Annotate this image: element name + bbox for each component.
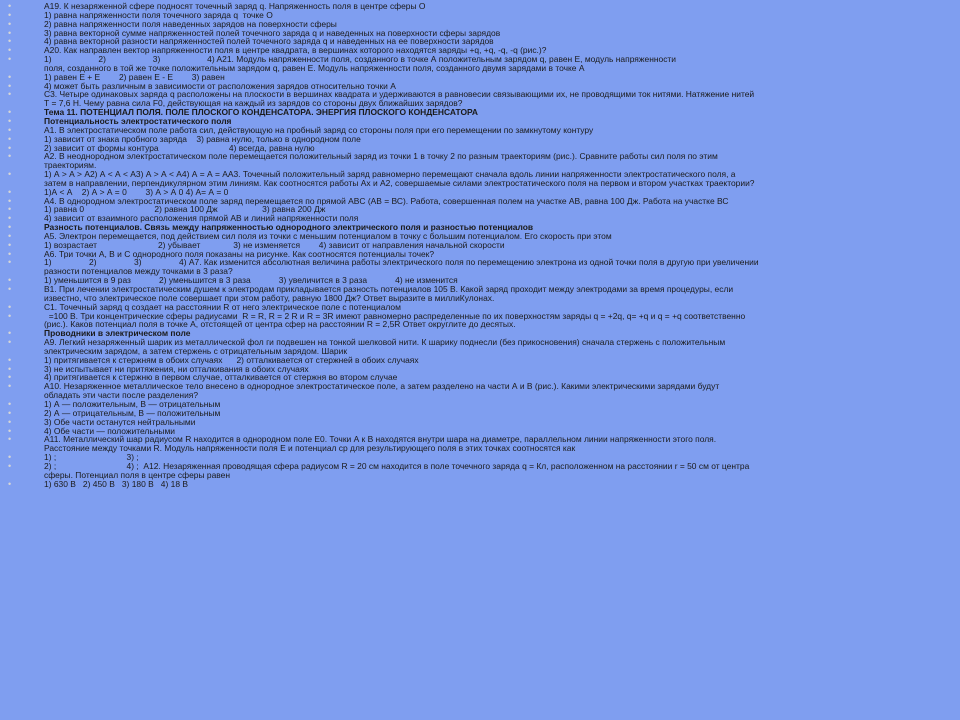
bullet-icon: • [8,133,12,144]
list-item-text: 1) ; 3) ; [44,452,139,463]
list-item-text: 1) 2) 3) 4) A21. Модуль напряженности поля, созданного в точке А положительным зарядом q, равен Е, модуль напряженности поля, созданного в той же точке положительным зарядом q, равен Е. Модуль напряженности поля, созданного двумя зарядами в точке А [44,54,677,73]
list-item-text: 3) равна векторной сумме напряженностей полей точечного заряда q и наведенных на поверхности сферы зарядов [44,27,501,38]
list-item-text: А10. Незаряженное металлическое тело внесено в однородное электростатическое поле, а затем разделено на части А и В (рис.). Какими электрическими зарядами будут обладать эти части после разделения? [44,381,720,401]
bullet-icon: • [8,169,12,180]
bullet-icon: • [8,284,12,294]
bullet-icon: • [8,416,12,427]
bullet-icon: • [8,478,12,489]
list-item-text: A20. Как направлен вектор напряженности поля в центре квадрата, в вершинах которого находятся заряды +q, +q, -q, -q (рис.)? [44,45,547,56]
bullet-icon: • [8,36,12,47]
list-item-text: C1. Точечный заряд q создает на расстоянии R от него электрическое поле с потенциалом [44,301,401,312]
bullet-icon: • [8,9,12,20]
bullet-icon: • [8,151,12,162]
bullet-icon: • [8,328,12,339]
bullet-icon: • [8,89,12,100]
list-item-text: 3) не испытывает ни притяжения, ни отталкивания в обоих случаях [44,363,309,374]
list-item-text: А6. Три точки А, В и С однородного поля показаны на рисунке. Как соотносятся потенциалы точек? [44,248,435,259]
list-item-text: 2) А — отрицательным, В — положительным [44,407,221,418]
list-item [0,285,960,303]
list-item-text: Потенциальность электростатического поля [44,115,232,126]
list-item-text: 1) А > А > А2) А < А < А3) А > А < А4) А = А = АА3. Точечный положительный заряд равномерно перемещают сначала вдоль линии напряженности электростатического поля, а затем в направлении, перпендикулярном этим линиям. Как соотносятся работы Ах и А2, совершаемые силами электростатического поля на первом и втором участках траектории? [44,169,755,188]
list-item-text: Тема 11. ПОТЕНЦИАЛ ПОЛЯ. ПОЛЕ ПЛОСКОГО КОНДЕНСАТОРА. ЭНЕРГИЯ ПЛОСКОГО КОНДЕНСАТОРА [44,107,478,118]
list-item-text: 1) 2) 3) 4) А7. Как изменится абсолютная величина работы электрического поля по перемещению электрона из одной точки поля в другую при увеличении разности потенциалов между точками в 3 раза? [44,257,759,277]
list-item-text: 1)А < А 2) А > А = 0 3) А > А 0 4) А= А = 0 [44,186,229,197]
list-item-text: 1) притягивается к стержням в обоих случаях 2) отталкивается от стержней в обоих случаях [44,354,419,365]
bullet-icon: • [8,248,12,259]
list-item-text: 4) Обе части — положительными [44,425,175,436]
list-item-text: 1) равна напряженности поля точечного заряда q точке О [44,9,273,20]
bullet-icon: • [8,195,12,206]
list-item-text: 1) 630 В 2) 450 В 3) 180 В 4) 18 В [44,478,188,489]
list-item-text: Разность потенциалов. Связь между напряженностью однородного электрического поля и разностью потенциалов [44,222,534,233]
list-item-text: А1. В электростатическом поле работа сил, действующую на пробный заряд со стороны поля при его перемещении по замкнутому контуру [44,124,594,135]
list-item-text: 1) равна 0 2) равна 100 Дж 3) равна 200 Дж [44,204,326,215]
list-item-text: 2) зависит от формы контура 4) всегда, равна нулю [44,142,315,153]
bullet-icon: • [8,275,12,286]
bullet-icon: • [8,1,12,11]
bullet-icon: • [8,337,12,348]
list-item-text: А11. Металлический шар радиусом R находится в однородном поле Е0. Точки А к В находятся внутри шара на диаметре, параллельном линии напряженности этого поля. Расстояние между точками R. Модуль напряженности поля Е и потенциал ср для результирующего поля в этих точках соотносятся как [44,434,717,454]
list-item-text: В1. При лечении электростатическим душем к электродам прикладывается разность потенциалов 105 В. Какой заряд проходит между электродами за время процедуры, если известно, что электрическое поле совершает при этом работу, равную 1800 Дж? Ответ выразите в миллиКулонах. [44,284,734,303]
list-item-text: 1) А — положительным, В — отрицательным [44,398,221,409]
list-item-text: A19. К незаряженной сфере подносят точечный заряд q. Напряженность поля в центре сферы О [44,1,426,11]
list-item [0,382,960,400]
list-item-text: 2) ; 4) ; А12. Незаряженная проводящая сфера радиусом R = 20 см находится в поле точечного заряда q = Кл, расположенном на расстоянии r = 50 см от центра сферы. Потенциал поля в центре сферы равен [44,460,750,480]
bullet-icon: • [8,124,12,135]
bullet-icon: • [8,452,12,463]
bullet-icon: • [8,80,12,91]
list-item [0,462,960,480]
bullet-icon: • [8,372,12,383]
bullet-icon: • [8,460,12,471]
list-item-text: 4) зависит от взаимного расположения прямой АВ и линий напряженности поля [44,213,359,224]
list-item-text: А5. Электрон перемещается, под действием сил поля из точки с меньшим потенциалом в точку с большим потенциалом. Его скорость при этом [44,230,612,241]
bullet-icon: • [8,407,12,418]
list-item-text: Проводники в электрическом поле [44,328,191,339]
list-item-text: 1) равен Е + Е 2) равен Е - Е 3) равен [44,71,225,82]
bullet-icon: • [8,204,12,215]
bullet-icon: • [8,354,12,365]
list-item-text: 4) равна векторной разности напряженностей полей точечного заряда q и наведенных на ее поверхности зарядов [44,36,494,47]
list-item [0,480,960,489]
bullet-icon: • [8,222,12,233]
bullet-icon: • [8,115,12,126]
list-item-text: А2. В неоднородном электростатическом поле перемещается положительный заряд из точки 1 в точку 2 по разным траекториям (рис.). Сравните работы сил поля по этим траекториям. [44,151,718,171]
list-item-text: А9. Легкий незаряженный шарик из металлической фол ги подвешен на тонкой шелковой нити. К шарику поднесли (без прикосновения) сначала стержень с положительным электрическим зарядом, а затем стержень с отрицательным зарядом. Шарик [44,337,726,356]
bullet-icon: • [8,425,12,436]
list-item-text: 2) равна напряженности поля наведенных зарядов на поверхности сферы [44,18,337,29]
bullet-icon: • [8,434,12,445]
list-item-text: 4) может быть различным в зависимости от расположения зарядов относительно точки А [44,80,396,91]
bullet-icon: • [8,398,12,409]
bullet-icon: • [8,186,12,197]
list-item-text: 1) уменьшится в 9 раз 2) уменьшится в 3 раза 3) увеличится в 3 раза 4) не изменится [44,275,458,286]
bullet-icon: • [8,310,12,321]
list-item-text: C3. Четыре одинаковых заряда q расположены на плоскости в вершинах квадрата и удерживаются в равновесии связывающими их, не проводящими ток нитями. Натяжение нитей Т = 7,6 Н. Чему равна сила F0, действующая на каждый из зарядов со стороны двух ближайших зарядов? [44,89,755,109]
bullet-icon: • [8,142,12,153]
bullet-icon: • [8,71,12,82]
bullet-icon: • [8,230,12,241]
list-item-text: А4. В однородном электростатическом поле заряд перемещается по прямой ABC (АВ = ВС). Работа, совершенная полем на участке АВ, равна 100 Дж. Работа на участке ВС [44,195,729,206]
bullet-icon: • [8,301,12,312]
bullet-icon: • [8,54,12,65]
list-item-text: =100 В. Три концентрические сферы радиусами R = R, R = 2 R и R = 3R имеют равномерно распределенные по их поверхностям заряды q = +2q, q= +q и q = +q соответственно (рис.). Каков потенциал поля в точке А, отстоящей от центра сфер на расстоянии R = 2,5R Ответ округлите до десятых. [44,310,746,330]
bullet-icon: • [8,381,12,392]
list-item [0,55,960,73]
list-item [0,312,960,330]
bullet-icon: • [8,239,12,250]
bullet-icon: • [8,45,12,56]
list-item-text: 1) зависит от знака пробного заряда 3) равна нулю, только в однородном поле [44,133,361,144]
bullet-icon: • [8,27,12,38]
list-item-text: 4) притягивается к стержню в первом случае, отталкивается от стержня во втором случае [44,372,398,383]
bullet-icon: • [8,107,12,118]
bullet-icon: • [8,257,12,268]
list-item [0,258,960,276]
bullet-icon: • [8,363,12,374]
bullet-icon: • [8,18,12,29]
bullet-icon: • [8,213,12,224]
list-item [0,170,960,188]
list-item [0,90,960,108]
list-item [0,338,960,356]
list-item-text: 1) возрастает 2) убывает 3) не изменяется 4) зависит от направления начальной скорости [44,239,505,250]
list-item [0,152,960,170]
list-item [0,435,960,453]
list-item-text: 3) Обе части останутся нейтральными [44,416,196,427]
